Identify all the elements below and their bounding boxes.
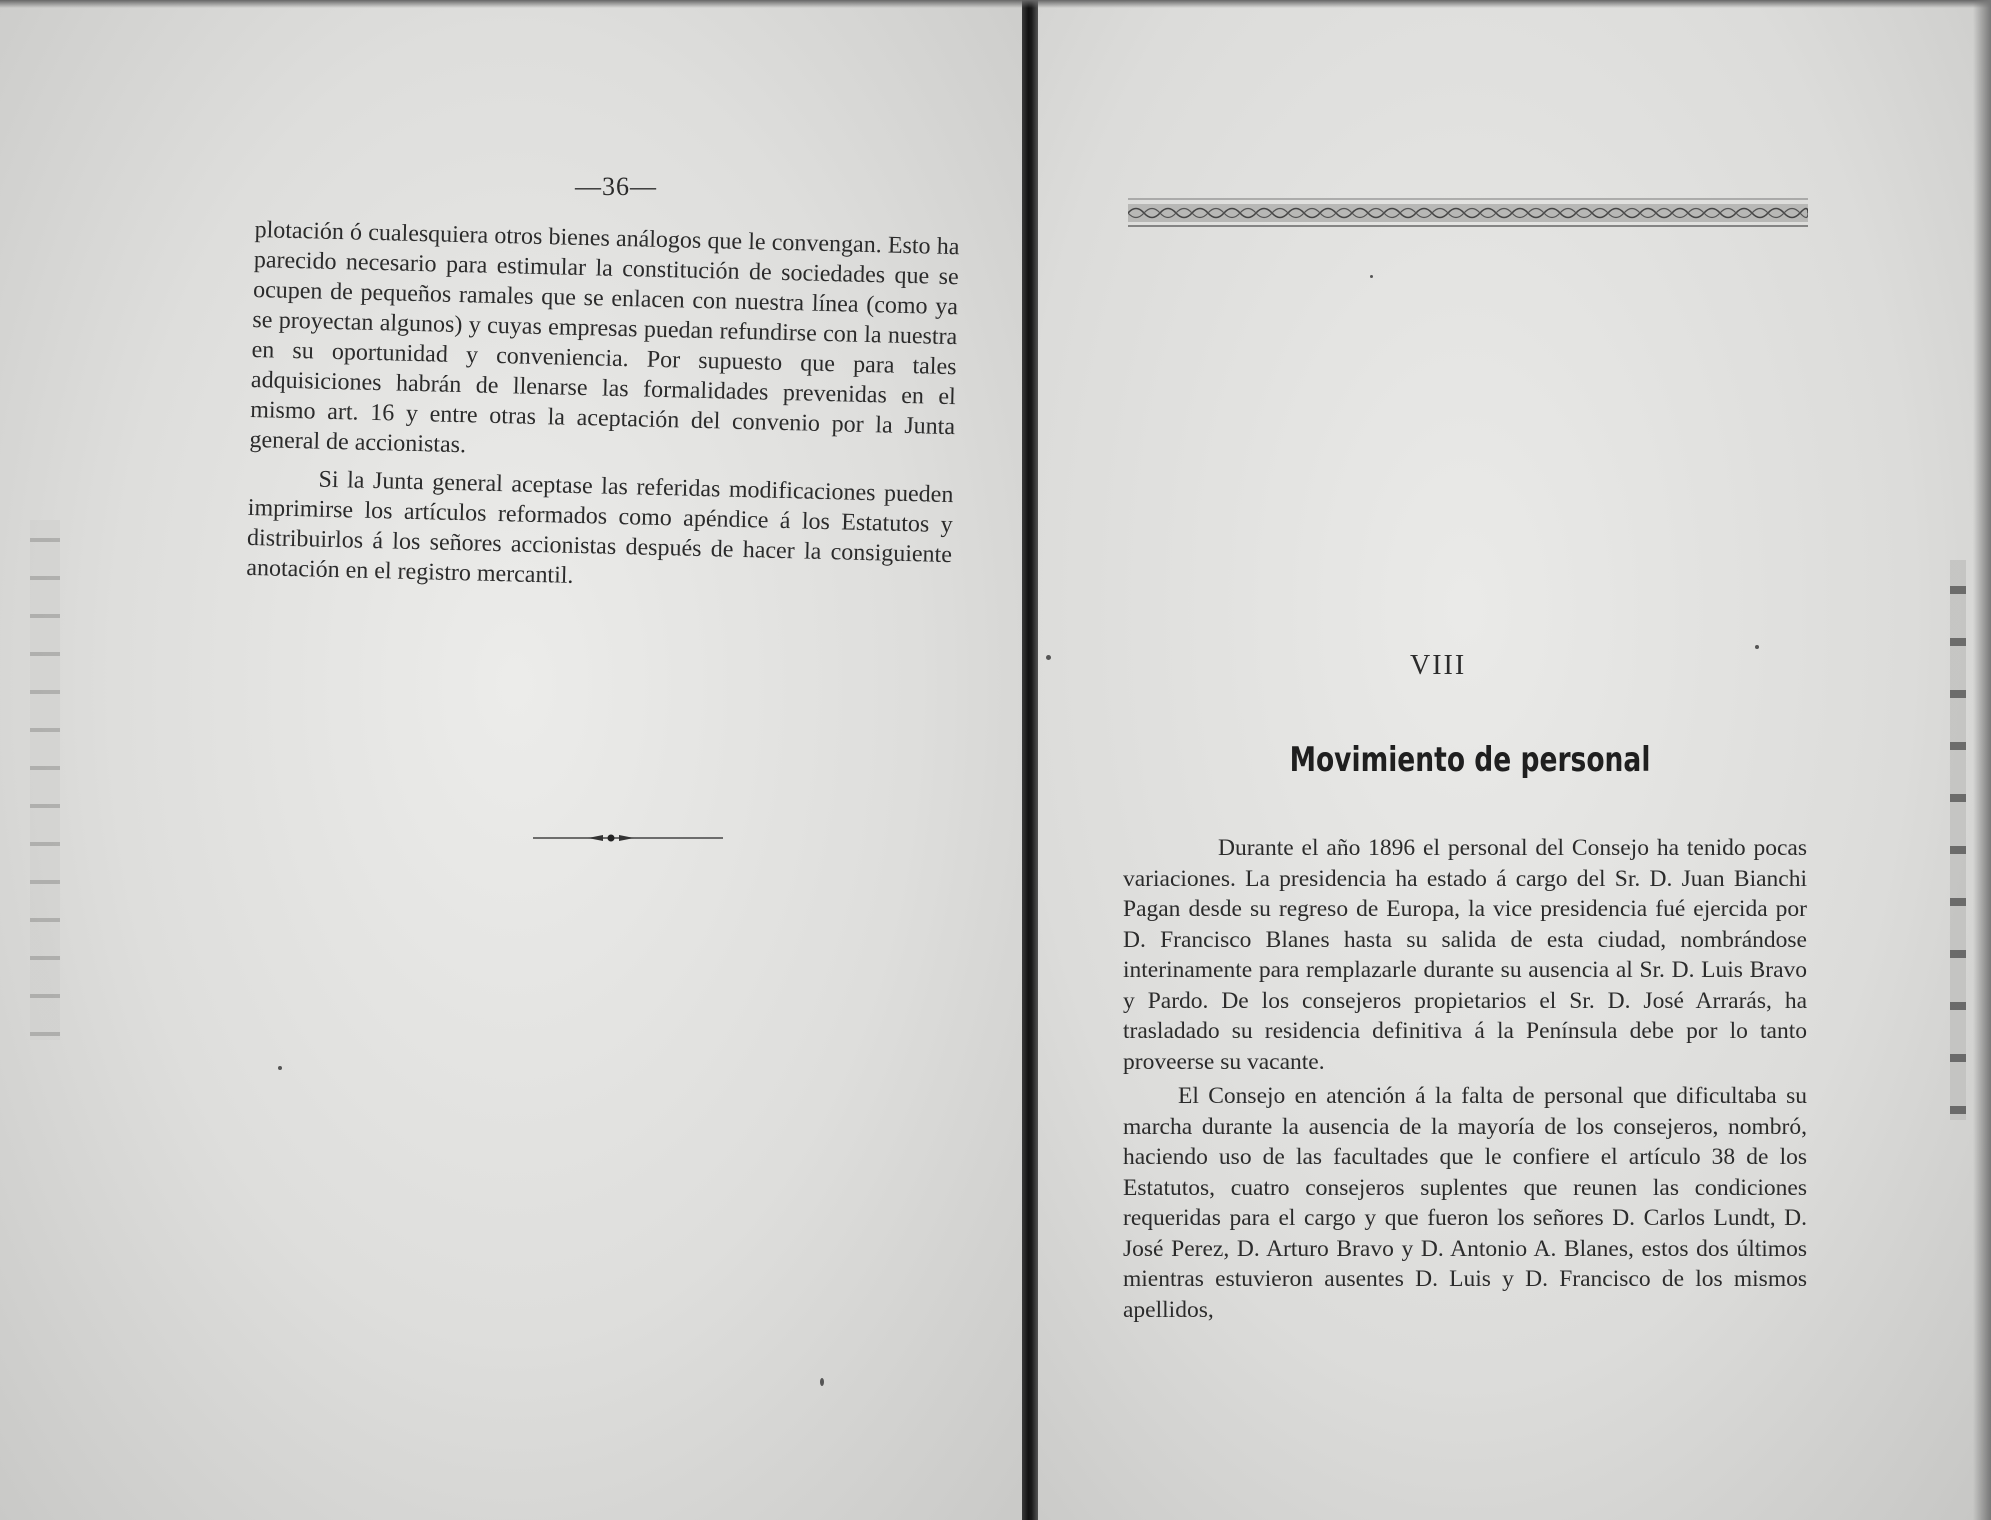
bleed-through-marks bbox=[30, 520, 60, 1040]
left-paragraph-2: Si la Junta general aceptase las referidas modificaciones pueden imprimirse los artículos reformados como apéndice á los Estatutos y distribuirlos á los señores accionistas después de hacer la consiguiente anotación en el registro mercantil. bbox=[246, 466, 954, 589]
paper-speck bbox=[820, 1378, 824, 1386]
ornamental-rule bbox=[533, 832, 723, 844]
page-number: —36— bbox=[575, 172, 657, 201]
right-paragraph-2: El Consejo en atención á la falta de personal que dificultaba su marcha durante la ausencia de la mayoría de los consejeros, nombró, haciendo uso de las facultades que le confiere el artículo 38 de los Estatutos, cuatro consejeros suplentes que reunen las condiciones requeridas para el cargo y que fueron los señores D. Carlos Lundt, D. José Perez, D. Arturo Bravo y D. Antonio A. Blanes, estos dos últimos mientras estuvieron ausentes D. Luis y D. Francisco de los mismos apellidos, bbox=[1123, 1083, 1807, 1323]
paper-speck bbox=[278, 1066, 282, 1070]
right-edge-shadow bbox=[1973, 0, 1991, 1520]
left-paragraph-1: plotación ó cualesquiera otros bienes análogos que le convengan. Esto ha parecido necesario para estimular la constitución de sociedades que se ocupen de pequeños ramales que se enlacen con nuestra línea (como ya se proyectan algunos) y cuyas empresas puedan refundirse con la nuestra en su oportunidad y conveniencia. Por supuesto que para tales adquisiciones habrán de llenarse las formalidades prevenidas en el mismo art. 16 y entre otras la aceptación del convenio por la Junta general de accionistas. bbox=[249, 216, 960, 459]
paper-speck bbox=[1046, 655, 1051, 660]
left-page-body bbox=[246, 215, 960, 600]
right-page-body bbox=[1123, 833, 1807, 1325]
book-gutter bbox=[1022, 0, 1038, 1520]
section-numeral: VIII bbox=[1410, 650, 1467, 681]
right-paragraph-1: Durante el año 1896 el personal del Consejo ha tenido pocas variaciones. La presidencia ha estado á cargo del Sr. D. Juan Bianchi Pagan desde su regreso de Europa, la vice presidencia fué ejercida por D. Francisco Blanes hasta su salida de esta ciudad, nombrándose interinamente para remplazarle durante su ausencia al Sr. D. Luis Bravo y Pardo. De los consejeros propietarios el Sr. D. José Arrarás, ha trasladado su residencia definitiva á la Península debe por lo tanto proveerse su vacante. bbox=[1123, 835, 1807, 1075]
section-title: Movimiento de personal bbox=[1289, 740, 1651, 780]
top-edge-shadow bbox=[0, 0, 1991, 8]
bleed-through-marks bbox=[1950, 560, 1966, 1120]
paper-speck bbox=[1370, 275, 1373, 278]
paper-speck bbox=[1755, 645, 1759, 649]
ornamental-header-band bbox=[1128, 196, 1808, 230]
